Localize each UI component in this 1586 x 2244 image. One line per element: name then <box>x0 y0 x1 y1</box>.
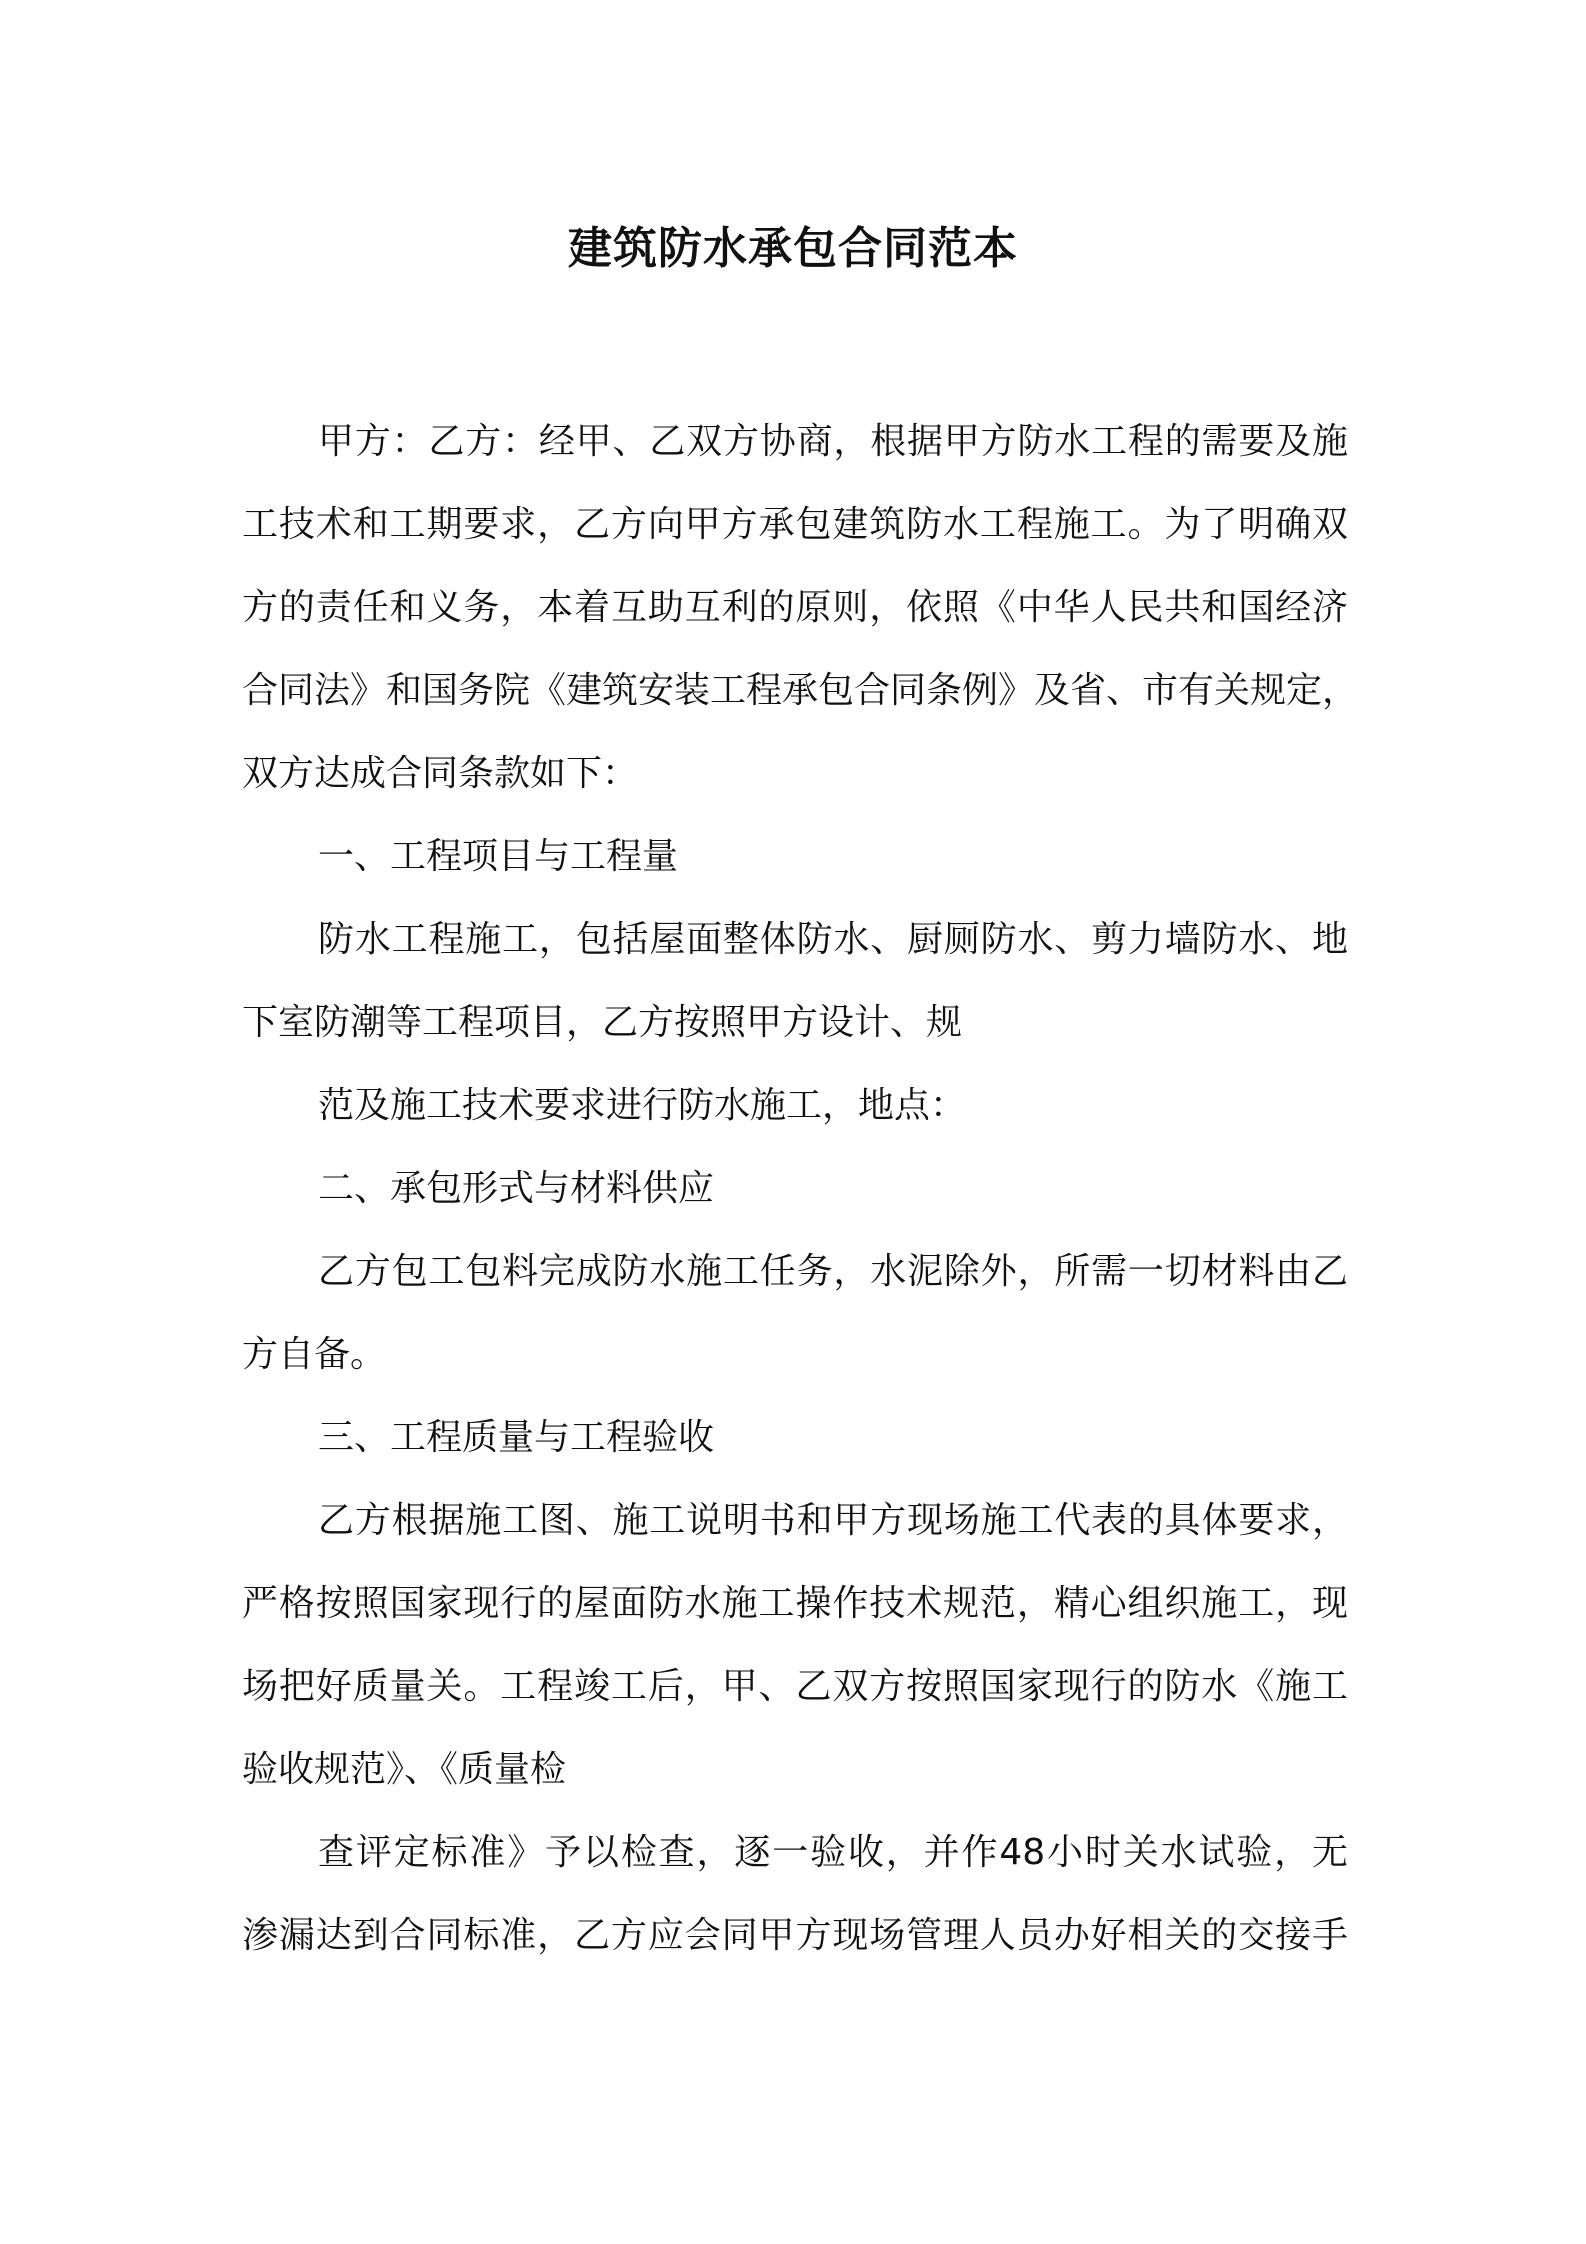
section-heading: 一、工程项目与工程量 <box>318 836 679 877</box>
paragraph-line: 方自备。 <box>242 1334 387 1375</box>
paragraph-line: 场把好质量关。工程竣工后，甲、乙双方按照国家现行的防水《施工 <box>242 1666 1348 1707</box>
paragraph-line: 下室防潮等工程项目，乙方按照甲方设计、规 <box>242 1002 963 1043</box>
paragraph-line: 乙方根据施工图、施工说明书和甲方现场施工代表的具体要求， <box>318 1500 1348 1541</box>
paragraph-line: 工技术和工期要求，乙方向甲方承包建筑防水工程施工。为了明确双 <box>242 504 1348 545</box>
paragraph-line: 双方达成合同条款如下： <box>242 753 639 794</box>
paragraph-line: 渗漏达到合同标准，乙方应会同甲方现场管理人员办好相关的交接手 <box>242 1915 1348 1956</box>
paragraph-line: 乙方包工包料完成防水施工任务，水泥除外，所需一切材料由乙 <box>318 1251 1348 1292</box>
paragraph-line: 验收规范》、《质量检 <box>242 1749 567 1790</box>
section-heading: 三、工程质量与工程验收 <box>318 1417 715 1458</box>
paragraph-line: 方的责任和义务，本着互助互利的原则，依照《中华人民共和国经济 <box>242 587 1348 628</box>
paragraph-line: 范及施工技术要求进行防水施工，地点： <box>318 1085 967 1126</box>
paragraph-line: 合同法》和国务院《建筑安装工程承包合同条例》及省、市有关规定， <box>242 670 1359 711</box>
paragraph-line: 防水工程施工，包括屋面整体防水、厨厕防水、剪力墙防水、地 <box>318 919 1348 960</box>
paragraph-line: 严格按照国家现行的屋面防水施工操作技术规范，精心组织施工，现 <box>242 1583 1348 1624</box>
paragraph-line: 查评定标准》予以检查，逐一验收，并作48小时关水试验，无 <box>318 1832 1348 1873</box>
section-heading: 二、承包形式与材料供应 <box>318 1168 715 1209</box>
document-title: 建筑防水承包合同范本 <box>568 223 1018 274</box>
paragraph-line: 甲方：乙方：经甲、乙双方协商，根据甲方防水工程的需要及施 <box>318 421 1348 462</box>
